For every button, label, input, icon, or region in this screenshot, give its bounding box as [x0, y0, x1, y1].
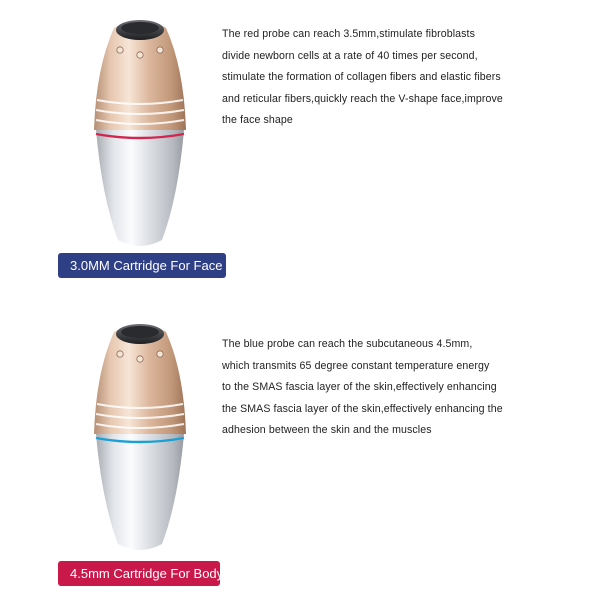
body-cartridge-label: 4.5mm Cartridge For Body — [58, 561, 220, 586]
red-probe-cartridge-image — [86, 8, 194, 258]
description-line: to the SMAS fascia layer of the skin,effectively enhancing — [222, 381, 497, 393]
blue-probe-cartridge-image — [86, 312, 194, 562]
description-line: and reticular fibers,quickly reach the V-shape face,improve — [222, 92, 503, 105]
red-probe-description — [222, 24, 582, 132]
body-cartridge-section — [0, 310, 600, 600]
description-line: stimulate the formation of collagen fibers and elastic fibers — [222, 71, 501, 83]
description-line: the SMAS fascia layer of the skin,effectively enhancing the — [222, 402, 503, 415]
description-line: which transmits 65 degree constant temperature energy — [222, 359, 490, 372]
blue-probe-description — [222, 334, 582, 442]
description-line: adhesion between the skin and the muscles — [222, 424, 432, 436]
description-line: the face shape — [222, 114, 293, 126]
description-line: The red probe can reach 3.5mm,stimulate fibroblasts — [222, 28, 475, 40]
face-cartridge-label: 3.0MM Cartridge For Face — [58, 253, 226, 278]
description-line: The blue probe can reach the subcutaneous 4.5mm, — [222, 338, 473, 350]
description-line: divide newborn cells at a rate of 40 times per second, — [222, 49, 478, 62]
